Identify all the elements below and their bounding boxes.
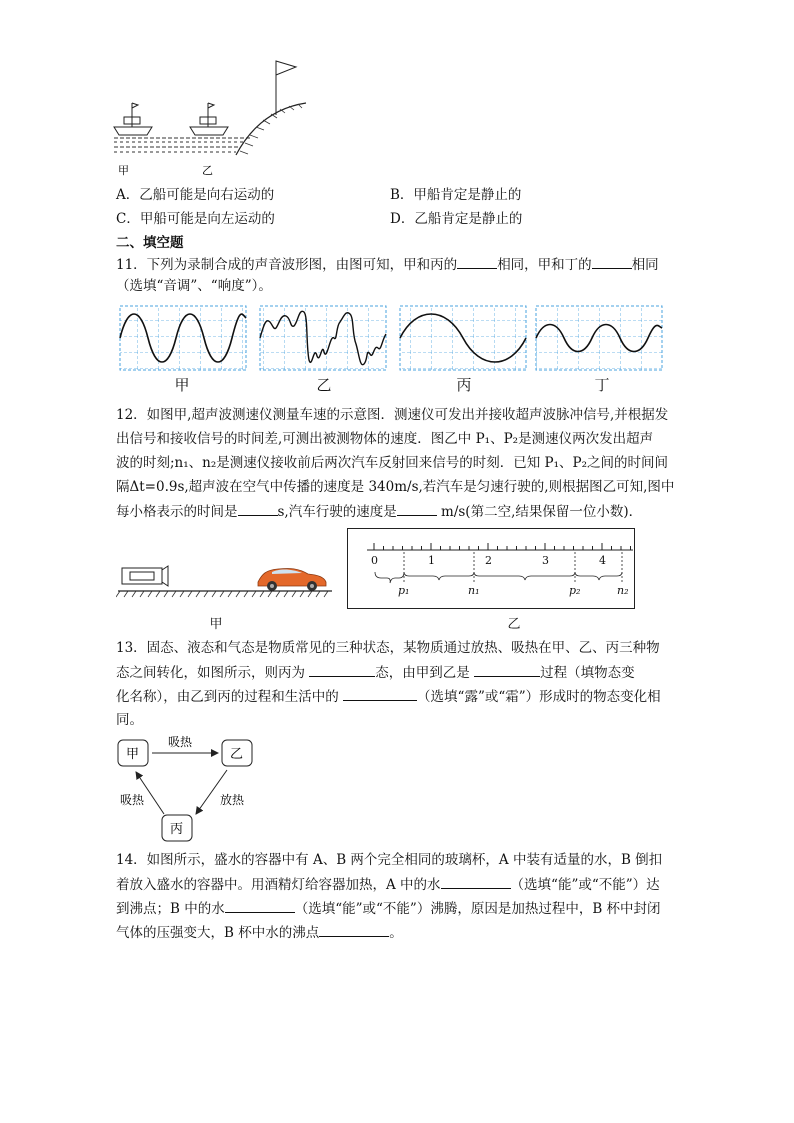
waveform-ding xyxy=(536,306,662,370)
q11-blank-1[interactable] xyxy=(457,254,497,269)
q12-text-c: m/s(第二空,结果保留一位小数)． xyxy=(436,504,643,520)
waveform-figure xyxy=(116,304,666,372)
marker-p1: p₁ xyxy=(398,584,410,597)
scale-label-0: 0 xyxy=(371,554,378,567)
marker-n2: n₂ xyxy=(617,584,629,597)
waveform-bing xyxy=(400,306,526,370)
marker-p2: p₂ xyxy=(569,584,581,597)
q14-text-d: （选填“能”或“不能”）沸腾，原因是加热过程中，B 杯中封闭 xyxy=(294,901,661,917)
q13-text-b: 态，由甲到乙是 xyxy=(375,665,470,681)
q11-blank-2[interactable] xyxy=(592,254,632,269)
q13-text-d: 化名称），由乙到丙的过程和生活中的 xyxy=(116,689,339,705)
q14-line3 xyxy=(116,898,661,919)
q13-line1: 13．固态、液态和气态是物质常见的三种状态，某物质通过放热、吸热在甲、乙、丙三种物 xyxy=(116,640,660,656)
scale-label-3: 3 xyxy=(542,554,549,567)
option-b: B．甲船肯定是静止的 xyxy=(390,187,522,203)
waveform-yi xyxy=(260,306,386,370)
node-yi: 乙 xyxy=(230,747,244,762)
scale-label-4: 4 xyxy=(599,554,606,567)
q14-line4 xyxy=(116,922,403,943)
wave-caption-bing: 丙 xyxy=(456,376,472,394)
speed-gun-figure xyxy=(116,560,336,604)
q13-blank-3[interactable] xyxy=(343,686,417,701)
q14-blank-2[interactable] xyxy=(225,898,295,913)
q11-line2: （选填“音调”、“响度”）。 xyxy=(116,278,272,294)
scale-label-1: 1 xyxy=(428,554,435,567)
q12-fig-caption-jia: 甲 xyxy=(209,617,223,632)
q14-text-e: 气体的压强变大，B 杯中水的沸点 xyxy=(116,925,320,941)
q14-line2 xyxy=(116,874,660,895)
section-title: 二、填空题 xyxy=(116,235,184,251)
q12-blank-1[interactable] xyxy=(238,501,278,516)
q11-text-c: 相同 xyxy=(631,257,659,273)
scale-label-2: 2 xyxy=(485,554,492,567)
q13-blank-1[interactable] xyxy=(309,662,375,677)
wave-caption-jia: 甲 xyxy=(174,376,190,394)
q13-line2 xyxy=(116,662,635,683)
q11-line1 xyxy=(116,254,659,275)
q14-blank-3[interactable] xyxy=(319,922,389,937)
label-left-absorb: 吸热 xyxy=(120,793,145,807)
option-c: C．甲船可能是向左运动的 xyxy=(116,211,275,227)
q13-line4: 同。 xyxy=(116,712,143,728)
boat-label-jia: 甲 xyxy=(118,164,129,177)
time-scale-figure xyxy=(347,528,635,610)
q12-fig-caption-yi: 乙 xyxy=(507,617,521,632)
boat-jia-icon xyxy=(114,103,152,135)
node-jia: 甲 xyxy=(126,747,140,762)
boat-label-yi: 乙 xyxy=(202,164,213,177)
q12-line4: 隔Δt=0.9s,超声波在空气中传播的速度是 340m/s,若汽车是匀速行驶的,则根据图乙可知,图中 xyxy=(116,479,675,495)
wave-caption-yi: 乙 xyxy=(316,376,332,394)
label-top-absorb: 吸热 xyxy=(168,735,193,749)
option-a: A．乙船可能是向右运动的 xyxy=(116,187,275,203)
q14-text-c: 到沸点；B 中的水 xyxy=(116,901,225,917)
q14-blank-1[interactable] xyxy=(441,874,511,889)
car-icon xyxy=(258,569,326,591)
q14-text-b: （选填“能”或“不能”）达 xyxy=(510,877,660,893)
q12-blank-2[interactable] xyxy=(397,501,437,516)
q12-text-b: s,汽车行驶的速度是 xyxy=(277,504,397,520)
q13-text-e: （选填“露”或“霜”）形成时的物态变化相 xyxy=(417,689,661,705)
label-right-release: 放热 xyxy=(220,793,245,807)
boats-figure xyxy=(110,55,310,180)
boat-yi-icon xyxy=(190,103,228,135)
q13-line3 xyxy=(116,686,661,707)
q12-line5 xyxy=(116,501,642,522)
q11-text-a: 11．下列为录制合成的声音波形图，由图可知，甲和丙的 xyxy=(116,257,458,273)
q12-text-a: 每小格表示的时间是 xyxy=(116,504,238,520)
q14-text-f: 。 xyxy=(389,925,403,941)
option-d: D．乙船肯定是静止的 xyxy=(390,211,523,227)
q13-blank-2[interactable] xyxy=(474,662,540,677)
state-diagram xyxy=(112,730,272,845)
node-bing: 丙 xyxy=(170,822,184,837)
q14-text-a: 着放入盛水的容器中。用酒精灯给容器加热，A 中的水 xyxy=(116,877,441,893)
marker-n1: n₁ xyxy=(468,584,480,597)
q14-line1: 14．如图所示，盛水的容器中有 A、B 两个完全相同的玻璃杯，A 中装有适量的水，B 倒扣 xyxy=(116,852,663,868)
wave-caption-ding: 丁 xyxy=(594,376,610,394)
speed-gun-icon xyxy=(122,566,168,586)
waveform-jia xyxy=(120,306,246,370)
q11-text-b: 相同，甲和丁的 xyxy=(497,257,592,273)
flag-icon xyxy=(276,61,296,115)
q12-line3: 波的时刻;n₁、n₂是测速仪接收前后两次汽车反射回来信号的时刻．已知 P₁、P₂之间的时间间 xyxy=(116,455,669,471)
q12-line2: 出信号和接收信号的时间差,可测出被测物体的速度．图乙中 P₁、P₂是测速仪两次发出超声 xyxy=(116,431,654,447)
q12-line1: 12．如图甲,超声波测速仪测量车速的示意图．测速仪可发出并接收超声波脉冲信号,并根据发 xyxy=(116,407,669,423)
q13-text-c: 过程（填物态变 xyxy=(540,665,635,681)
q13-text-a: 态之间转化，如图所示，则丙为 xyxy=(116,665,305,681)
